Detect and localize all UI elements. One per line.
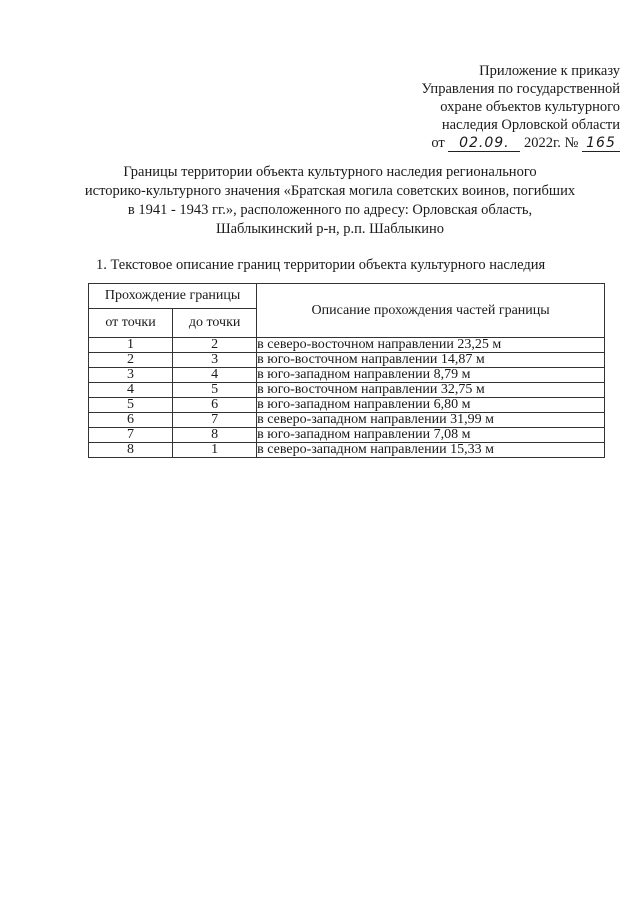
handwritten-date: 02.09. bbox=[448, 136, 520, 152]
table-row bbox=[89, 338, 605, 353]
order-date-number-row bbox=[421, 134, 620, 152]
table-row bbox=[89, 383, 605, 398]
to-point-cell: 7 bbox=[173, 413, 257, 428]
appendix-line-1: Приложение к приказу bbox=[479, 63, 620, 79]
title-line-3: в 1941 - 1943 гг.», расположенного по адресу: Орловская область, bbox=[127, 202, 533, 218]
from-point-header: от точки bbox=[89, 309, 173, 338]
to-point-cell: 5 bbox=[173, 383, 257, 398]
boundary-group-header: Прохождение границы bbox=[89, 284, 257, 309]
appendix-line-3: охране объектов культурного bbox=[440, 99, 620, 115]
to-point-cell: 4 bbox=[173, 368, 257, 383]
description-header: Описание прохождения частей границы bbox=[257, 284, 605, 338]
year-number-label: 2022г. № bbox=[523, 135, 579, 151]
table-row bbox=[89, 368, 605, 383]
from-point-cell: 8 bbox=[89, 443, 173, 458]
from-point-cell: 5 bbox=[89, 398, 173, 413]
from-point-cell: 1 bbox=[89, 338, 173, 353]
to-point-cell: 8 bbox=[173, 428, 257, 443]
description-cell: в юго-восточном направлении 14,87 м bbox=[257, 353, 605, 368]
from-point-cell: 6 bbox=[89, 413, 173, 428]
table-row bbox=[89, 413, 605, 428]
description-cell: в северо-восточном направлении 23,25 м bbox=[257, 338, 605, 353]
from-point-cell: 3 bbox=[89, 368, 173, 383]
from-point-cell: 2 bbox=[89, 353, 173, 368]
appendix-line-4: наследия Орловской области bbox=[441, 117, 620, 133]
boundary-table bbox=[88, 283, 605, 458]
description-cell: в юго-западном направлении 8,79 м bbox=[257, 368, 605, 383]
handwritten-order-number: 165 bbox=[582, 136, 620, 152]
to-point-cell: 2 bbox=[173, 338, 257, 353]
appendix-line-2: Управления по государственной bbox=[421, 81, 620, 97]
section-heading: 1. Текстовое описание границ территории объекта культурного наследия bbox=[96, 257, 546, 273]
to-point-cell: 1 bbox=[173, 443, 257, 458]
document-title bbox=[60, 163, 600, 239]
table-row bbox=[89, 443, 605, 458]
title-line-2: историко-культурного значения «Братская могила советских воинов, погибших bbox=[84, 183, 576, 199]
description-cell: в северо-западном направлении 15,33 м bbox=[257, 443, 605, 458]
appendix-header bbox=[421, 62, 620, 152]
from-point-cell: 4 bbox=[89, 383, 173, 398]
to-point-cell: 3 bbox=[173, 353, 257, 368]
from-label: от bbox=[431, 135, 445, 151]
table-row bbox=[89, 398, 605, 413]
to-point-cell: 6 bbox=[173, 398, 257, 413]
title-line-4: Шаблыкинский р-н, р.п. Шаблыкино bbox=[215, 221, 445, 237]
from-point-cell: 7 bbox=[89, 428, 173, 443]
table-row bbox=[89, 353, 605, 368]
to-point-header: до точки bbox=[173, 309, 257, 338]
description-cell: в юго-западном направлении 7,08 м bbox=[257, 428, 605, 443]
description-cell: в юго-восточном направлении 32,75 м bbox=[257, 383, 605, 398]
description-cell: в юго-западном направлении 6,80 м bbox=[257, 398, 605, 413]
title-line-1: Границы территории объекта культурного наследия регионального bbox=[123, 164, 537, 180]
table-row bbox=[89, 428, 605, 443]
description-cell: в северо-западном направлении 31,99 м bbox=[257, 413, 605, 428]
